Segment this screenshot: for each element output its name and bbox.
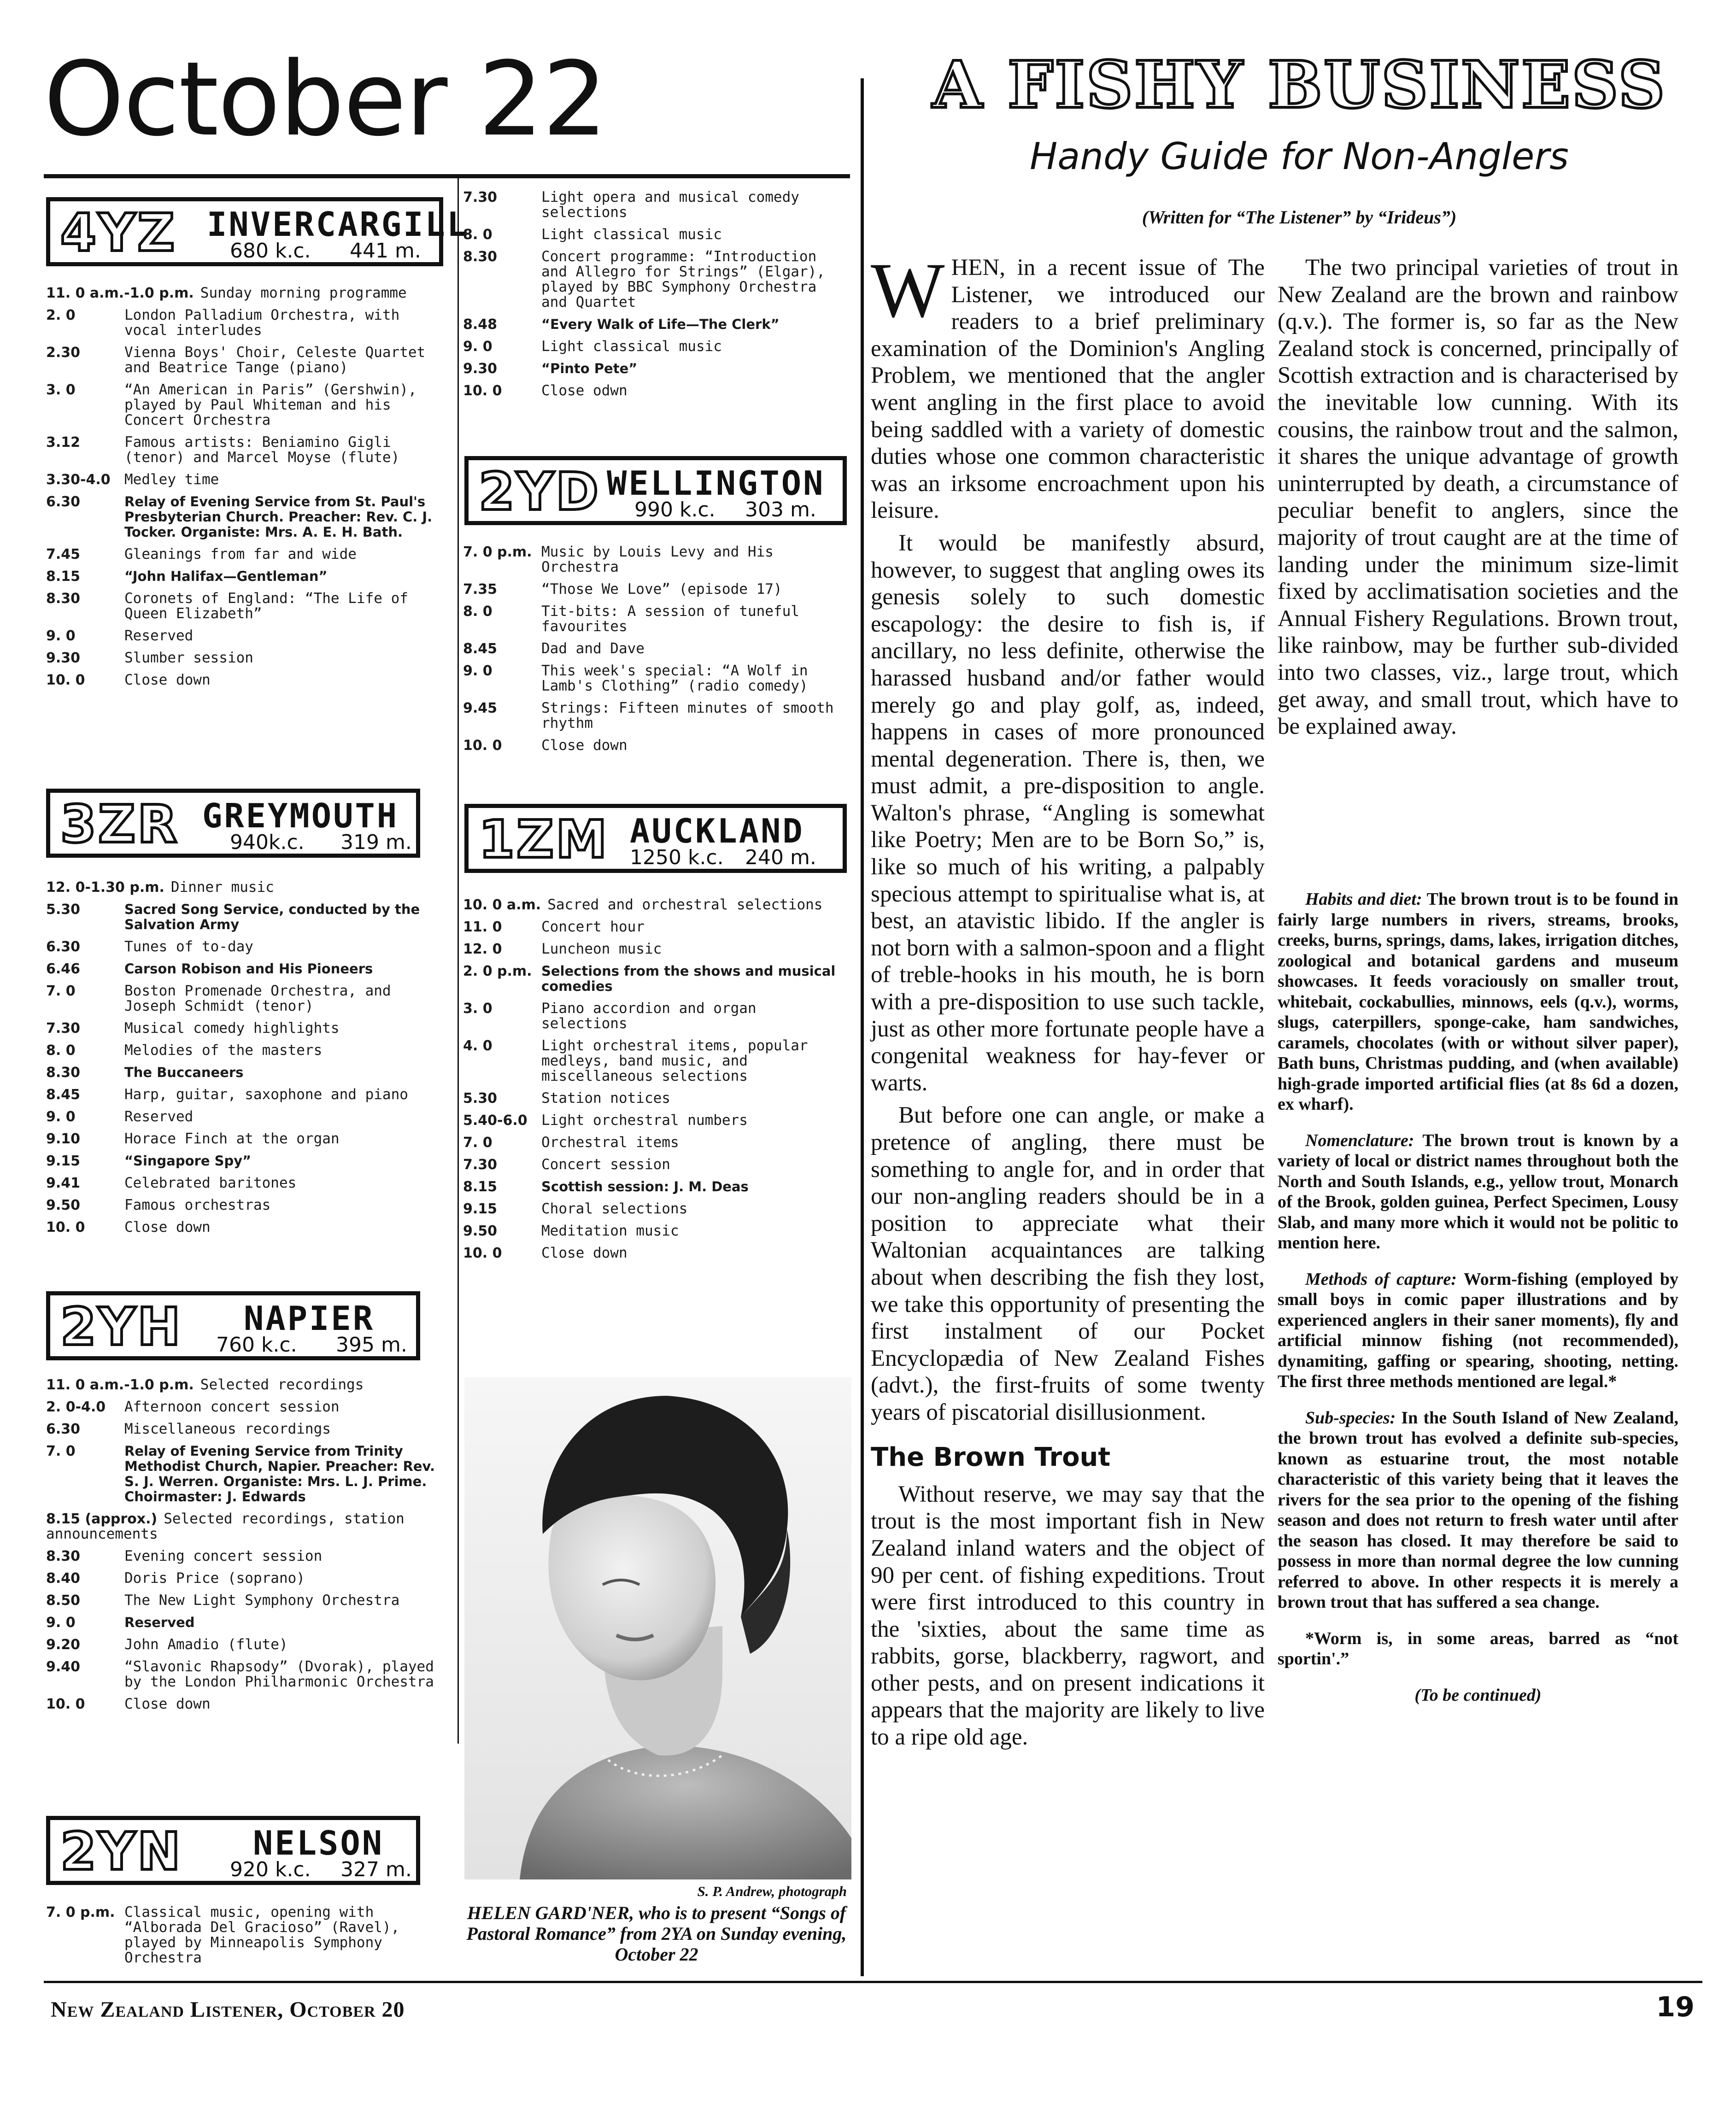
station-box-3zr bbox=[46, 789, 420, 858]
program-item bbox=[46, 1571, 447, 1586]
program-item bbox=[463, 1201, 850, 1217]
program-time: 9. 0 bbox=[463, 339, 493, 355]
program-desc: Music by Louis Levy and His Orchestra bbox=[541, 544, 774, 575]
program-desc: Horace Finch at the organ bbox=[124, 1130, 340, 1147]
program-time: 6.30 bbox=[46, 1421, 81, 1437]
program-time: 10. 0 bbox=[463, 738, 502, 754]
station-city: AUCKLAND bbox=[630, 812, 804, 850]
note-lead: Habits and diet: bbox=[1305, 890, 1422, 909]
program-desc: Close odwn bbox=[541, 382, 628, 399]
program-desc: Reserved bbox=[124, 1108, 194, 1125]
program-item bbox=[46, 880, 447, 895]
program-desc: Musical comedy highlights bbox=[124, 1020, 340, 1036]
program-desc: Sacred and orchestral selections bbox=[547, 896, 823, 913]
program-desc: Miscellaneous recordings bbox=[124, 1421, 331, 1437]
program-time: 7.30 bbox=[46, 1020, 81, 1036]
program-time: 8. 0 bbox=[463, 227, 493, 243]
program-time: 12. 0 bbox=[463, 941, 502, 957]
program-item bbox=[46, 286, 447, 301]
program-time: 9.15 bbox=[46, 1153, 81, 1169]
program-item bbox=[46, 961, 447, 977]
program-desc: Piano accordion and organ selections bbox=[541, 1000, 757, 1032]
article-notes-column bbox=[1278, 889, 1678, 1721]
program-item bbox=[46, 1549, 447, 1564]
program-desc: Selections from the shows and musical comedies bbox=[541, 963, 836, 994]
program-time: 8.30 bbox=[46, 1065, 81, 1081]
program-item bbox=[463, 641, 850, 656]
program-time: 11. 0 a.m.-1.0 p.m. bbox=[46, 1377, 194, 1393]
program-time: 8. 0 bbox=[463, 603, 493, 620]
program-item bbox=[46, 494, 447, 540]
program-item bbox=[463, 897, 850, 913]
program-desc: The Buccaneers bbox=[124, 1065, 244, 1080]
program-desc: John Amadio (flute) bbox=[124, 1636, 288, 1653]
program-time: 7.45 bbox=[46, 546, 81, 562]
program-time: 8.40 bbox=[46, 1570, 81, 1586]
photo-credit: S. P. Andrew, photograph bbox=[697, 1883, 847, 1899]
station-city: NELSON bbox=[253, 1824, 384, 1862]
program-desc: Sacred Song Service, conducted by the Salvation Army bbox=[124, 902, 420, 932]
program-item bbox=[463, 1001, 850, 1031]
program-time: 8.15 bbox=[463, 1179, 498, 1195]
note-paragraph bbox=[1278, 1130, 1678, 1253]
program-desc: Close down bbox=[541, 737, 628, 754]
column-rule bbox=[457, 177, 459, 1744]
program-item bbox=[46, 435, 447, 465]
program-desc: Strings: Fifteen minutes of smooth rhythm bbox=[541, 700, 834, 732]
program-item bbox=[463, 1113, 850, 1128]
program-time: 9.30 bbox=[463, 361, 498, 377]
program-desc: Afternoon concert session bbox=[124, 1399, 340, 1415]
article-subtitle: Handy Guide for Non-Anglers bbox=[1030, 135, 1569, 178]
program-time: 5.30 bbox=[46, 902, 81, 918]
program-desc: “John Halifax—Gentleman” bbox=[124, 568, 328, 584]
program-desc: Selected recordings, station announcements bbox=[46, 1510, 405, 1542]
program-time: 8.15 (approx.) bbox=[46, 1511, 158, 1527]
program-time: 4. 0 bbox=[463, 1038, 493, 1054]
program-item bbox=[46, 1153, 447, 1169]
program-desc: “Slavonic Rhapsody” (Dvorak), played by the London Philharmonic Orchestra bbox=[124, 1658, 434, 1690]
program-time: 3. 0 bbox=[463, 1001, 493, 1017]
article-paragraph: Without reserve, we may say that the trout is the most important fish in New Zealand inland waters and the object of 90 per cent. of fishing expeditions. Trout were first introduced to this country in the 'sixties, about the same time as rabbits, gorse, blackberry, ragwort, and other pests, and on present indications it appears that the majority are likely to live to a ripe old age. bbox=[871, 1481, 1265, 1750]
divider bbox=[44, 1981, 1702, 1983]
program-time: 10. 0 bbox=[46, 672, 85, 688]
section-heading: The Brown Trout bbox=[871, 1442, 1111, 1472]
program-time: 9.40 bbox=[46, 1659, 81, 1675]
program-list-2yh bbox=[46, 1377, 447, 1719]
program-desc: Harp, guitar, saxophone and piano bbox=[124, 1086, 408, 1103]
program-desc: Close down bbox=[124, 672, 211, 688]
program-desc: Medley time bbox=[124, 471, 219, 488]
program-item bbox=[46, 1444, 447, 1504]
station-box-2yd bbox=[464, 456, 847, 525]
program-desc: Close down bbox=[541, 1245, 628, 1261]
program-time: 8.45 bbox=[463, 641, 498, 657]
program-desc: Melodies of the masters bbox=[124, 1042, 323, 1059]
footer-publication: New Zealand Listener, October 20 bbox=[51, 1997, 405, 2022]
program-desc: Classical music, opening with “Alborada Del Gracioso” (Ravel), played by Minneapolis Symphony Orchestra bbox=[124, 1904, 400, 1966]
program-desc: Relay of Evening Service from Trinity Methodist Church, Napier. Preacher: Rev. S. J. Werren. Organiste: Mrs. L. J. Prime. Choirmaster: J. Edwards bbox=[124, 1443, 435, 1504]
note-lead: Nomenclature: bbox=[1305, 1130, 1414, 1150]
program-item bbox=[463, 942, 850, 957]
note-text: The brown trout is known by a variety of local or district names throughout both the North and South Islands, e.g., yellow trout, Monarch of the Brook, golden guinea, Perfect Specimen, Lousy Slab, and many more which it would not be politic to mention here. bbox=[1278, 1130, 1678, 1253]
program-time: 9. 0 bbox=[46, 1109, 76, 1125]
program-item bbox=[46, 591, 447, 621]
note-paragraph bbox=[1278, 1408, 1678, 1613]
program-time: 10. 0 bbox=[46, 1696, 85, 1712]
program-desc: Station notices bbox=[541, 1090, 670, 1106]
program-item bbox=[46, 1087, 447, 1102]
article-paragraph: The two principal varieties of trout in New Zealand are the brown and rainbow (q.v.). The former is, so far as the New Zealand stock is concerned, principally of Scottish extraction and is characterised by the inevitable low cunning. With its cousins, the rainbow trout and the salmon, it shares the unique advantage of growth uninterrupted by death, a circumstance of peculiar benefit to anglers, since the majority of trout caught are at the time of landing under the minimum size-limit fixed by acclimatisation societies and the Annual Fishery Regulations. Brown trout, like rainbow, may be further sub-divided into two classes, viz., large trout, which get away, and small trout, which have to be explained away. bbox=[1278, 255, 1678, 740]
page-date-title: October 22 bbox=[44, 40, 607, 159]
program-item bbox=[46, 1131, 447, 1147]
helen-gardner-photo bbox=[464, 1377, 851, 1879]
program-desc: Reserved bbox=[124, 627, 194, 644]
program-time: 3. 0 bbox=[46, 382, 76, 398]
station-frequency: 940k.c. bbox=[230, 831, 305, 854]
program-item bbox=[463, 339, 850, 354]
station-box-1zm bbox=[464, 804, 847, 873]
station-wavelength: 395 m. bbox=[336, 1333, 407, 1357]
program-item bbox=[46, 547, 447, 562]
photo-caption: HELEN GARD'NER, who is to present “Songs of Pastoral Romance” from 2YA on Sunday evening, October 22 bbox=[466, 1903, 847, 1965]
program-item bbox=[46, 650, 447, 666]
program-item bbox=[46, 983, 447, 1014]
station-wavelength: 327 m. bbox=[340, 1858, 412, 1881]
station-frequency: 760 k.c. bbox=[216, 1333, 297, 1357]
program-desc: Light classical music bbox=[541, 338, 722, 355]
program-item bbox=[463, 1135, 850, 1150]
note-lead: Sub-species: bbox=[1305, 1408, 1396, 1428]
note-paragraph bbox=[1278, 1269, 1678, 1392]
program-list-2yd bbox=[463, 544, 850, 760]
program-item bbox=[46, 1659, 447, 1690]
program-desc: Gleanings from far and wide bbox=[124, 546, 357, 562]
program-desc: Dinner music bbox=[170, 879, 274, 896]
program-item bbox=[463, 1246, 850, 1261]
program-item bbox=[463, 604, 850, 634]
station-wavelength: 319 m. bbox=[340, 831, 412, 854]
program-item bbox=[463, 544, 850, 575]
to-be-continued: (To be continued) bbox=[1414, 1685, 1542, 1705]
station-wavelength: 303 m. bbox=[745, 498, 816, 521]
program-desc: Concert programme: “Introduction and Allegro for Strings” (Elgar), played by BBC Symphony Orchestra and Quartet bbox=[541, 248, 825, 310]
program-time: 7. 0 p.m. bbox=[46, 1904, 115, 1920]
program-item bbox=[463, 361, 850, 376]
program-time: 8.30 bbox=[463, 249, 498, 265]
note-text: Worm-fishing (employed by small boys in comic paper illustrations and by experienced anglers in their saner moments), fly and artificial minnow fishing (not recommended), dynamiting, gaffing or spearing, shooting, netting. The first three methods mentioned are legal.* bbox=[1278, 1269, 1678, 1391]
program-item bbox=[46, 1377, 447, 1393]
program-desc: Scottish session: J. M. Deas bbox=[541, 1179, 749, 1194]
program-time: 10. 0 a.m. bbox=[463, 897, 541, 913]
program-time: 12. 0-1.30 p.m. bbox=[46, 879, 164, 896]
program-desc: Sunday morning programme bbox=[200, 285, 407, 301]
program-item bbox=[463, 582, 850, 597]
program-time: 11. 0 bbox=[463, 919, 502, 935]
program-item bbox=[46, 1422, 447, 1437]
program-desc: The New Light Symphony Orchestra bbox=[124, 1592, 400, 1609]
program-desc: “An American in Paris” (Gershwin), played by Paul Whiteman and his Concert Orchestra bbox=[124, 381, 417, 428]
program-time: 9.45 bbox=[463, 700, 498, 716]
program-time: 9.10 bbox=[46, 1131, 81, 1147]
program-desc: Carson Robison and His Pioneers bbox=[124, 961, 373, 977]
program-desc: This week's special: “A Wolf in Lamb's Clothing” (radio comedy) bbox=[541, 662, 808, 694]
program-item bbox=[46, 1511, 447, 1542]
program-time: 2.30 bbox=[46, 345, 81, 361]
program-time: 10. 0 bbox=[463, 383, 502, 399]
program-desc: Tunes of to-day bbox=[124, 938, 253, 955]
program-desc: Light classical music bbox=[541, 226, 722, 243]
program-item bbox=[463, 383, 850, 398]
note-text: In the South Island of New Zealand, the brown trout has evolved a definite sub-species, known as estuarine trout, the most notable characteristic of this variety being that it leaves the rivers for the sea prior to the opening of the fishing season and does not return to fresh water until after the season has closed. It may therefore be said to possess in more than normal degree the low cunning referred to above. In other respects it is merely a brown trout that has suffered a sea change. bbox=[1278, 1408, 1679, 1612]
program-list-3zr bbox=[46, 880, 447, 1242]
program-desc: Reserved bbox=[124, 1615, 195, 1630]
program-desc: Light opera and musical comedy selections bbox=[541, 189, 799, 221]
program-list-2yn-cont bbox=[463, 190, 850, 405]
article-paragraph: It would be manifestly absurd, however, to suggest that angling owes its genesis solely to such domestic escapology: the desire to fish is, if ancillary, no less definite, otherwise the harassed husband and/or father would merely go and play golf, as, indeed, happens in cases of more pronounced mental degeneration. There is, then, we must admit, a pre-disposition to angle. Walton's phrase, “Angling is somewhat like Poetry; Men are to be Born So,” is, like so much of his writing, a palpably specious attempt to spiritualise what is, at best, an atavistic libido. If the angler is not born with a salmon-spoon and a flight of treble-hooks in his mouth, he is born with a pre-disposition to use such tackle, just as other more fortunate people have a congenital weakness for hay-fever or warts. bbox=[871, 530, 1265, 1096]
program-time: 8.50 bbox=[46, 1592, 81, 1609]
program-item bbox=[46, 1697, 447, 1712]
program-time: 6.30 bbox=[46, 494, 81, 510]
station-frequency: 990 k.c. bbox=[634, 498, 716, 521]
program-item bbox=[463, 964, 850, 994]
program-time: 9.41 bbox=[46, 1175, 81, 1191]
program-item bbox=[463, 317, 850, 332]
program-time: 8.45 bbox=[46, 1087, 81, 1103]
program-desc: Evening concert session bbox=[124, 1548, 323, 1564]
program-desc: Selected recordings bbox=[200, 1376, 364, 1393]
program-desc: “Pinto Pete” bbox=[541, 361, 638, 376]
program-time: 11. 0 a.m.-1.0 p.m. bbox=[46, 285, 194, 301]
station-frequency: 680 k.c. bbox=[230, 239, 311, 263]
program-time: 9. 0 bbox=[46, 1615, 76, 1631]
program-item bbox=[46, 382, 447, 428]
program-time: 9. 0 bbox=[463, 663, 493, 679]
program-item bbox=[46, 1065, 447, 1080]
article-column-1 bbox=[871, 247, 1265, 1751]
program-desc: Famous artists: Beniamino Gigli (tenor) and Marcel Moyse (flute) bbox=[124, 434, 400, 466]
program-desc: Famous orchestras bbox=[124, 1197, 271, 1213]
program-item bbox=[46, 345, 447, 375]
program-item bbox=[463, 663, 850, 694]
program-time: 7.30 bbox=[463, 189, 498, 205]
program-time: 9.50 bbox=[463, 1223, 498, 1239]
station-logo: 4YZ bbox=[60, 203, 177, 263]
program-time: 3.30-4.0 bbox=[46, 472, 111, 488]
program-item bbox=[463, 190, 850, 220]
program-desc: London Palladium Orchestra, with vocal interludes bbox=[124, 307, 400, 339]
program-item bbox=[46, 673, 447, 688]
program-desc: Light orchestral items, popular medleys, band music, and miscellaneous selections bbox=[541, 1037, 808, 1084]
program-item bbox=[46, 1615, 447, 1630]
program-item bbox=[463, 249, 850, 310]
program-desc: Relay of Evening Service from St. Paul's Presbyterian Church. Preacher: Rev. C. J. Tocker. Organiste: Mrs. A. E. H. Bath. bbox=[124, 494, 433, 540]
station-frequency: 1250 k.c. bbox=[630, 846, 724, 869]
program-item bbox=[46, 569, 447, 584]
program-desc: Vienna Boys' Choir, Celeste Quartet and Beatrice Tange (piano) bbox=[124, 344, 426, 376]
program-desc: Dad and Dave bbox=[541, 640, 645, 657]
program-desc: “Singapore Spy” bbox=[124, 1153, 252, 1169]
program-item bbox=[463, 1038, 850, 1084]
program-item bbox=[46, 1399, 447, 1415]
drop-cap: W bbox=[871, 247, 945, 334]
article-title: A FISHY BUSINESS bbox=[932, 47, 1666, 123]
program-desc: “Those We Love” (episode 17) bbox=[541, 581, 782, 597]
program-desc: Slumber session bbox=[124, 650, 253, 666]
program-time: 10. 0 bbox=[46, 1219, 85, 1235]
station-box-4yz bbox=[46, 197, 469, 266]
program-item bbox=[46, 1043, 447, 1058]
program-time: 7. 0 bbox=[46, 1443, 76, 1459]
program-list-4yz bbox=[46, 286, 447, 695]
program-item bbox=[46, 1176, 447, 1191]
program-item bbox=[46, 1198, 447, 1213]
program-time: 2. 0 p.m. bbox=[463, 963, 532, 979]
article-column-2 bbox=[1278, 254, 1678, 740]
note-text: The brown trout is to be found in fairly large numbers in rivers, streams, brooks, creeks, burns, springs, dams, lakes, irrigation ditches, zoological and botanical gardens and museum showcases. It feeds voraciously on smaller trout, whitebait, cockabullies, minnows, eels (q.v.), worms, slugs, caterpillers, sponge-cake, ham sandwiches, caramels, chocolates (with or without silver paper), Bath buns, Christmas pudding, and (when available) high-grade imported artificial flies (at 8s 6d a dozen, ex wharf). bbox=[1278, 890, 1678, 1114]
program-item bbox=[46, 1109, 447, 1124]
note-lead: Methods of capture: bbox=[1305, 1269, 1457, 1289]
program-time: 9. 0 bbox=[46, 628, 76, 644]
station-box-2yn bbox=[46, 1816, 420, 1885]
program-desc: Boston Promenade Orchestra, and Joseph Schmidt (tenor) bbox=[124, 983, 391, 1014]
station-wavelength: 240 m. bbox=[745, 846, 816, 869]
station-wavelength: 441 m. bbox=[350, 239, 421, 263]
program-time: 8.15 bbox=[46, 568, 81, 585]
program-item bbox=[46, 902, 447, 932]
program-desc: Orchestral items bbox=[541, 1134, 679, 1151]
program-time: 2. 0 bbox=[46, 307, 76, 323]
program-time: 7.35 bbox=[463, 581, 498, 597]
program-item bbox=[463, 1091, 850, 1106]
program-time: 7. 0 bbox=[463, 1135, 493, 1151]
program-time: 9.20 bbox=[46, 1637, 81, 1653]
station-logo: 1ZM bbox=[479, 810, 609, 870]
program-time: 5.30 bbox=[463, 1090, 498, 1106]
program-item bbox=[46, 1220, 447, 1235]
program-item bbox=[463, 1179, 850, 1194]
note-paragraph bbox=[1278, 889, 1678, 1115]
program-item bbox=[463, 1157, 850, 1172]
program-desc: Coronets of England: “The Life of Queen Elizabeth” bbox=[124, 590, 408, 622]
program-time: 6.46 bbox=[46, 961, 81, 977]
program-desc: Tit-bits: A session of tuneful favourites bbox=[541, 603, 799, 635]
program-time: 7. 0 p.m. bbox=[463, 544, 532, 560]
program-time: 9.15 bbox=[463, 1201, 498, 1217]
program-item bbox=[463, 1223, 850, 1239]
program-time: 10. 0 bbox=[463, 1245, 502, 1261]
program-time: 9.30 bbox=[46, 650, 81, 666]
program-item bbox=[463, 738, 850, 753]
program-desc: Meditation music bbox=[541, 1223, 679, 1239]
station-box-2yh bbox=[46, 1291, 420, 1360]
program-desc: Concert session bbox=[541, 1156, 670, 1173]
program-item bbox=[463, 227, 850, 242]
station-city: NAPIER bbox=[244, 1299, 375, 1338]
station-logo: 2YH bbox=[60, 1297, 182, 1357]
program-desc: Close down bbox=[124, 1219, 211, 1235]
program-time: 8. 0 bbox=[46, 1042, 76, 1059]
program-item bbox=[46, 939, 447, 954]
program-time: 8.30 bbox=[46, 1548, 81, 1564]
program-list-2yn bbox=[46, 1905, 447, 1973]
program-item bbox=[46, 1021, 447, 1036]
station-frequency: 920 k.c. bbox=[230, 1858, 311, 1881]
program-time: 8.48 bbox=[463, 316, 498, 333]
program-desc: Celebrated baritones bbox=[124, 1175, 297, 1191]
program-desc: “Every Walk of Life—The Clerk” bbox=[541, 316, 780, 332]
column-rule bbox=[861, 78, 864, 1976]
program-time: 6.30 bbox=[46, 939, 81, 955]
footnote: *Worm is, in some areas, barred as “not sportin'.” bbox=[1278, 1628, 1678, 1668]
article-paragraph: But before one can angle, or make a pretence of angling, there must be something to angle for, and in order that our non-angling readers should be in a position to appreciate what their Waltonian acquaintances are talking about when describing the fish they lost, we take this opportunity of presenting the first instalment of our Pocket Encyclopædia of New Zealand Fishes (advt.), the first-fruits of some twenty years of piscatorial disillusionment. bbox=[871, 1102, 1265, 1425]
program-item bbox=[46, 628, 447, 644]
station-logo: 3ZR bbox=[60, 795, 179, 855]
program-item bbox=[46, 1905, 447, 1966]
station-city: INVERCARGILL bbox=[207, 205, 469, 244]
program-item bbox=[46, 308, 447, 338]
program-item bbox=[46, 1593, 447, 1608]
program-item bbox=[46, 1637, 447, 1652]
program-time: 2. 0-4.0 bbox=[46, 1399, 106, 1415]
program-time: 5.40-6.0 bbox=[463, 1112, 528, 1129]
station-logo: 2YD bbox=[479, 462, 600, 522]
program-time: 7.30 bbox=[463, 1157, 498, 1173]
article-credit: (Written for “The Listener” by “Irideus”) bbox=[1142, 207, 1457, 228]
program-desc: Choral selections bbox=[541, 1200, 688, 1217]
program-desc: Doris Price (soprano) bbox=[124, 1570, 305, 1586]
program-item bbox=[46, 472, 447, 487]
article-paragraph-text: HEN, in a recent issue of The Listener, we introduced our readers to a brief preliminary examination of the Dominion's Angling Problem, we mentioned that the angler went angling in the first place to avoid being saddled with a variety of domestic duties whose one common characteristic was an irksome encroachment upon his leisure. bbox=[871, 255, 1265, 524]
station-city: GREYMOUTH bbox=[202, 796, 399, 835]
program-desc: Light orchestral numbers bbox=[541, 1112, 748, 1129]
program-item bbox=[463, 701, 850, 731]
station-logo: 2YN bbox=[60, 1822, 182, 1882]
program-desc: Luncheon music bbox=[541, 941, 662, 957]
program-desc: Concert hour bbox=[541, 919, 645, 935]
program-desc: Close down bbox=[124, 1696, 211, 1712]
program-item bbox=[463, 919, 850, 935]
program-time: 7. 0 bbox=[46, 983, 76, 999]
page-number: 19 bbox=[1656, 1991, 1695, 2023]
article-paragraph bbox=[871, 247, 1265, 524]
station-city: WELLINGTON bbox=[607, 464, 825, 503]
program-time: 3.12 bbox=[46, 434, 81, 451]
program-time: 8.30 bbox=[46, 591, 81, 607]
program-time: 9.50 bbox=[46, 1197, 81, 1213]
divider bbox=[44, 174, 850, 178]
program-list-1zm bbox=[463, 897, 850, 1268]
